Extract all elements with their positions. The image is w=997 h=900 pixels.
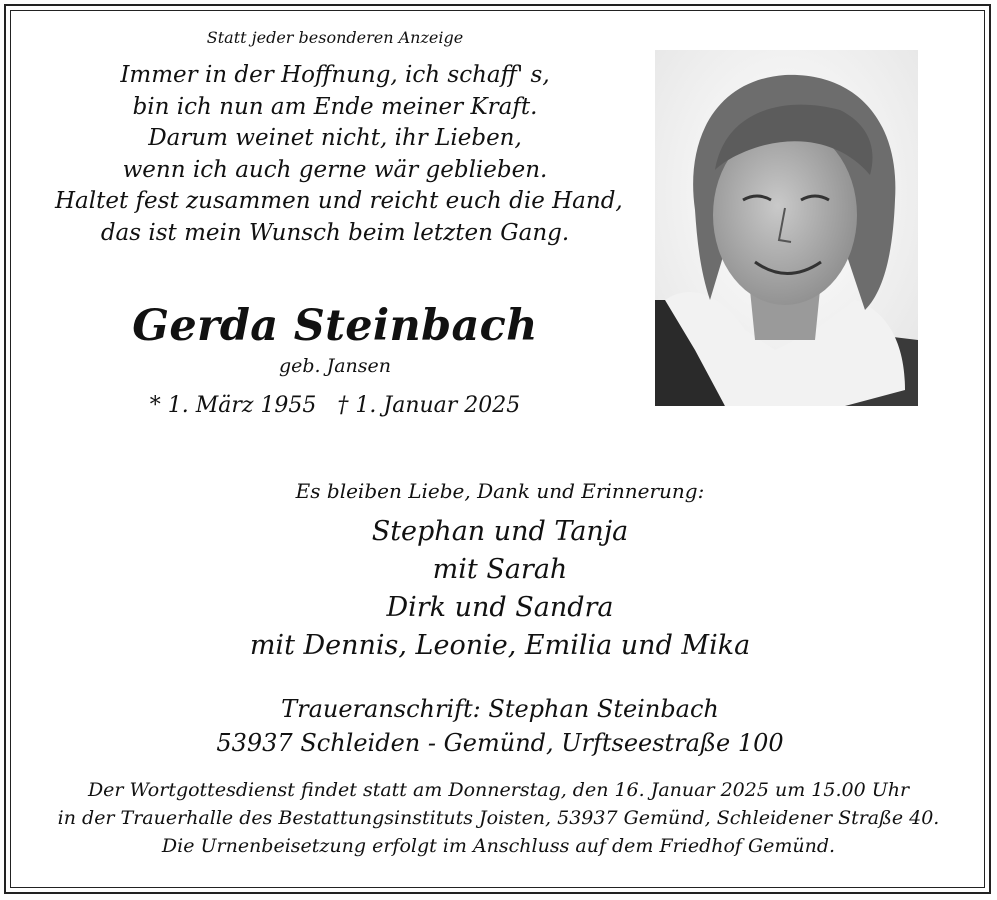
remain-line: Es bleiben Liebe, Dank und Erinnerung: [295, 479, 705, 503]
life-dates: * 1. März 1955 † 1. Januar 2025 [149, 393, 521, 418]
portrait-photo [655, 50, 918, 406]
family-line: Dirk und Sandra [386, 592, 614, 623]
family-list [150, 513, 850, 665]
address-line: Traueranschrift: Stephan Steinbach [281, 695, 719, 723]
service-line: Der Wortgottesdienst findet statt am Donnerstag, den 16. Januar 2025 um 15.00 Uhr [87, 779, 910, 801]
family-line: Stephan und Tanja [371, 516, 629, 547]
poem-line: Haltet fest zusammen und reicht euch die Hand, [55, 188, 623, 214]
service-line: Die Urnenbeisetzung erfolgt im Anschluss auf dem Friedhof Gemünd. [161, 835, 836, 857]
poem [55, 60, 623, 249]
family-line: mit Dennis, Leonie, Emilia und Mika [249, 630, 751, 661]
poem-line: bin ich nun am Ende meiner Kraft. [132, 93, 538, 120]
poem-line: Darum weinet nicht, ihr Lieben, [148, 125, 522, 151]
mourning-address [150, 692, 850, 760]
address-line: 53937 Schleiden - Gemünd, Urftseestraße 100 [216, 729, 784, 757]
maiden-name: geb. Jansen [278, 355, 392, 377]
poem-line: Immer in der Hoffnung, ich schaff' s, [120, 62, 550, 88]
deceased-name: Gerda Steinbach [132, 301, 538, 351]
intro-text: Statt jeder besonderen Anzeige [206, 28, 464, 47]
service-details [20, 776, 977, 860]
portrait-image [655, 50, 918, 406]
family-line: mit Sarah [432, 554, 568, 585]
poem-line: wenn ich auch gerne wär geblieben. [122, 156, 548, 183]
poem-line: das ist mein Wunsch beim letzten Gang. [100, 219, 570, 246]
service-line: in der Trauerhalle des Bestattungsinstituts Joisten, 53937 Gemünd, Schleidener Straße 40. [57, 807, 940, 829]
